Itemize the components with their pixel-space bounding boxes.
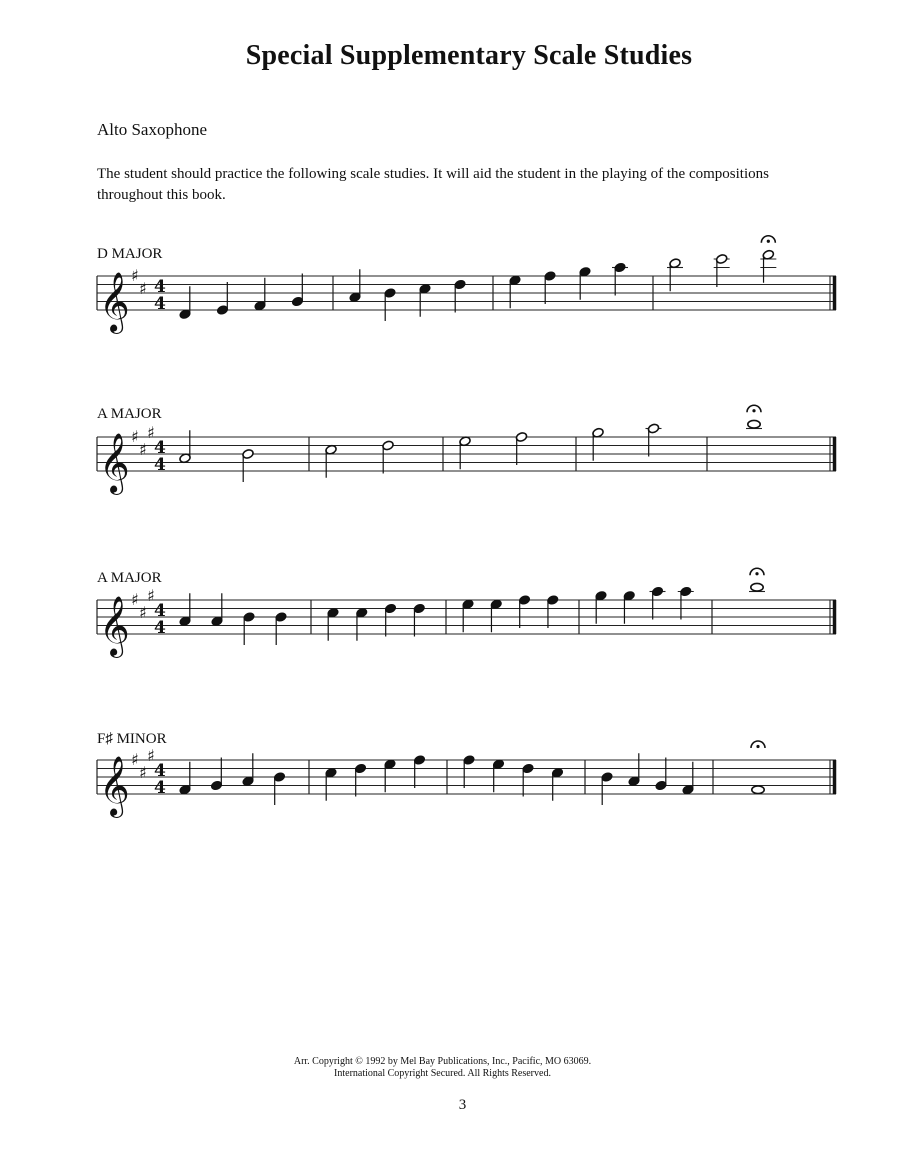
- page-number: 3: [458, 1097, 467, 1113]
- treble-clef-icon: 𝄞: [99, 596, 130, 656]
- key-signature-sharp-icon: ♯: [131, 590, 139, 609]
- key-signature-sharp-icon: ♯: [147, 585, 155, 605]
- page-title: Special Supplementary Scale Studies: [245, 40, 693, 71]
- time-signature-top: 4: [154, 438, 166, 458]
- note-head: [748, 420, 760, 428]
- fermata-dot: [767, 240, 770, 243]
- key-signature-sharp-icon: ♯: [139, 602, 147, 622]
- time-signature-bottom: 4: [154, 778, 166, 798]
- copyright-line-1: Arr. Copyright © 1992 by Mel Bay Publications, Inc., Pacific, MO 63069.: [293, 1056, 592, 1067]
- time-signature-bottom: 4: [154, 455, 166, 475]
- copyright-line-2: International Copyright Secured. All Rights Reserved.: [334, 1068, 551, 1079]
- time-signature-bottom: 4: [154, 618, 166, 638]
- fermata-dot: [755, 572, 758, 575]
- fermata-dot: [756, 745, 759, 748]
- treble-clef-icon: 𝄞: [99, 433, 130, 493]
- time-signature-top: 4: [154, 761, 166, 781]
- fermata-dot: [752, 409, 755, 412]
- scale-label-d-major: D MAJOR: [97, 246, 163, 262]
- time-signature-top: 4: [154, 601, 166, 621]
- key-signature-sharp-icon: ♯: [131, 750, 139, 769]
- treble-clef-icon: 𝄞: [99, 272, 130, 332]
- key-signature-sharp-icon: ♯: [139, 278, 147, 298]
- scale-label-a-major-1: A MAJOR: [97, 406, 162, 422]
- note-head: [751, 583, 763, 591]
- key-signature-sharp-icon: ♯: [131, 266, 139, 285]
- note-head: [752, 786, 764, 794]
- scale-label-f-sharp-minor: F♯ MINOR: [97, 731, 167, 747]
- time-signature-top: 4: [154, 277, 166, 297]
- key-signature-sharp-icon: ♯: [147, 745, 155, 765]
- treble-clef-icon: 𝄞: [99, 756, 130, 816]
- scale-label-a-major-2: A MAJOR: [97, 570, 162, 586]
- time-signature-bottom: 4: [154, 294, 166, 314]
- instrument-name: Alto Saxophone: [97, 120, 208, 139]
- key-signature-sharp-icon: ♯: [131, 427, 139, 446]
- intro-text: The student should practice the following scale studies. It will aid the student in the playing of the compositions throughout this book.: [97, 166, 769, 203]
- key-signature-sharp-icon: ♯: [139, 439, 147, 459]
- key-signature-sharp-icon: ♯: [139, 762, 147, 782]
- key-signature-sharp-icon: ♯: [147, 422, 155, 442]
